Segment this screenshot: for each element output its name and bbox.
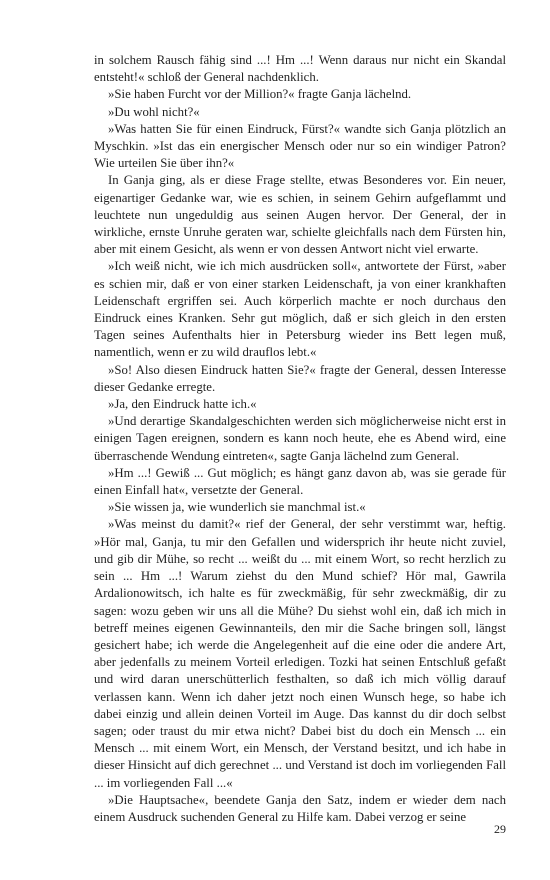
paragraph: »Was meinst du damit?« rief der General, der sehr verstimmt war, heftig. »Hör mal, Ganja, tu mir den Gefallen und widersprich ihr heute nicht zuviel, und gib dir Mühe, so recht ... weißt du ... mit einem Wort, so recht herzlich zu sein ... Hm ...! Warum ziehst du den Mund schief? Hör mal, Gawrila Ardalionowitsch, ich halte es für zweckmäßig, für sehr zweckmäßig, dir zu sagen: wozu geben wir uns all die Mühe? Du siehst wohl ein, daß ich mich in betreff meines eigenen Gewinnanteils, den mir die Sache bringen soll, längst gesichert habe; ich werde die Angelegenheit auf die eine oder die andere Art, aber jedenfalls zu meinem Vorteil erledigen. Tozki hat seinen Entschluß gefaßt und wird daran unerschütterlich festhalten, so daß ich mich völlig darauf verlassen kann. Wenn ich daher jetzt noch einen Wunsch hege, so habe ich dabei einzig und allein deinen Vorteil im Auge. Das kannst du dir doch selbst sagen; oder traust du mir etwa nicht? Dabei bist du doch ein Mensch ... ein Mensch ... mit einem Wort, ein Mensch, der Verstand besitzt, und ich habe in dieser Hinsicht auf dich gerechnet ... und Verstand ist doch im vorliegenden Fall ... im vorliegenden Fall ...«: [94, 517, 506, 790]
paragraph: »Sie wissen ja, wie wunderlich sie manchmal ist.«: [108, 500, 366, 515]
page-number: 29: [494, 822, 506, 836]
paragraph: »Ja, den Eindruck hatte ich.«: [108, 397, 257, 412]
paragraph: »Sie haben Furcht vor der Million?« fragte Ganja lächelnd.: [108, 87, 412, 102]
body-text: [94, 52, 506, 826]
paragraph: »So! Also diesen Eindruck hatten Sie?« fragte der General, dessen Interesse dieser Gedanke erregte.: [94, 362, 506, 394]
paragraph: »Ich weiß nicht, wie ich mich ausdrücken soll«, antwortete der Fürst, »aber es schien mir, daß er von einer starken Leidenschaft, ja von einer krankhaften Leidenschaft ergriffen sei. Auch körperlich machte er noch durchaus den Eindruck eines Kranken. Sehr gut möglich, daß er sich gleich in den ersten Tagen seines Aufenthalts hier in Petersburg wieder ins Bett legen muß, namentlich, wenn er zu wild drauflos lebt.«: [94, 259, 506, 360]
paragraph-continued: in solchem Rausch fähig sind ...! Hm ...! Wenn daraus nur nicht ein Skandal entsteht!« schloß der General nachdenklich.: [94, 53, 506, 85]
paragraph: »Die Hauptsache«, beendete Ganja den Satz, indem er wieder dem nach einem Ausdruck suchenden General zu Hilfe kam. Dabei verzog er seine: [94, 792, 506, 824]
paragraph: In Ganja ging, als er diese Frage stellte, etwas Besonderes vor. Ein neuer, eigenartiger Gedanke war, wie es schien, in seinem Gehirn aufgeflammt und leuchtete nun ungeduldig aus seinen Augen hervor. Der General, der in wirkliche, ernste Unruhe geraten war, schielte gleichfalls nach dem Fürsten hin, aber mit einem Gesicht, als wenn er von dessen Antwort nicht viel erwarte.: [94, 173, 506, 257]
paragraph: »Hm ...! Gewiß ... Gut möglich; es hängt ganz davon ab, was sie gerade für einen Einfall hat«, versetzte der General.: [94, 465, 506, 498]
paragraph: »Was hatten Sie für einen Eindruck, Fürst?« wandte sich Ganja plötzlich an Myschkin. »Ist das ein energischer Mensch oder nur so ein windiger Patron? Wie urteilen Sie über ihn?«: [94, 121, 506, 171]
paragraph: »Du wohl nicht?«: [108, 104, 200, 119]
paragraph: »Und derartige Skandalgeschichten werden sich möglicherweise nicht erst in einigen Tagen ereignen, sondern es kann noch heute, ehe es Abend wird, eine überraschende Wendung eintreten«, sagte Ganja lächelnd zum General.: [94, 414, 506, 463]
